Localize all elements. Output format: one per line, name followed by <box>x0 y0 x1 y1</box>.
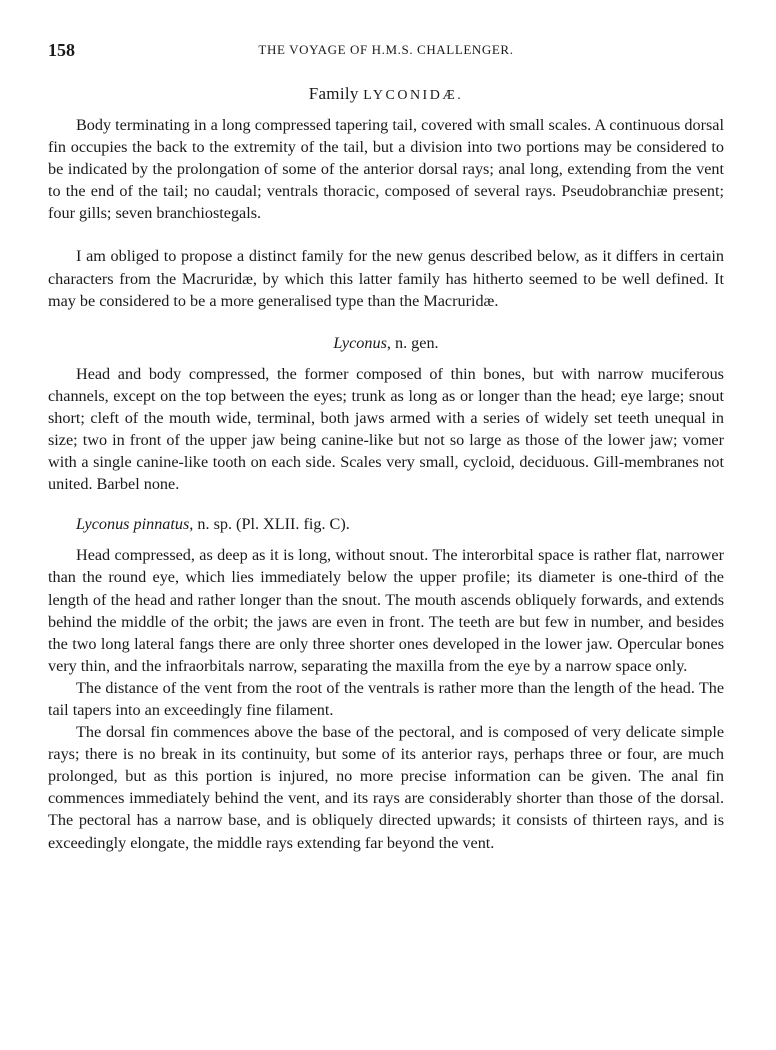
family-heading <box>48 84 724 104</box>
genus-heading-suffix: , n. gen. <box>386 333 439 352</box>
family-heading-name: LYCONIDÆ. <box>363 88 464 103</box>
species-heading-suffix: , n. sp. (Pl. XLII. fig. C). <box>189 515 350 534</box>
species-description-fins: The dorsal fin commences above the base of the pectoral, and is composed of very delicate simple rays; there is no break in its continuity, but some of its anterior rays, perhaps three or four, are much prolonged, but as this portion is injured, no more precise information can be given. The anal fin commences immediately behind the vent, and its rays are considerably shorter than those of the dorsal. The pectoral has a narrow base, and is obliquely directed upwards; it consists of thirteen rays, and is exceedingly elongate, the middle rays extending far beyond the vent. <box>48 723 724 852</box>
species-description-vent: The distance of the vent from the root of the ventrals is rather more than the length of the head. The tail tapers into an exceedingly fine filament. <box>48 678 724 719</box>
genus-description: Head and body compressed, the former composed of thin bones, but with narrow muciferous channels, except on the top between the eyes; trunk as long as or longer than the head; eye large; snout short; cleft of the mouth wide, terminal, both jaws armed with a series of widely set teeth unequal in size; two in front of the upper jaw being canine-like but not so large as those of the lower jaw; vomer with a single canine-like tooth on each side. Scales very small, cycloid, deciduous. Gill-membranes not united. Barbel none. <box>48 364 724 494</box>
family-description: Body terminating in a long compressed tapering tail, covered with small scales. A continuous dorsal fin occupies the back to the extremity of the tail, but a division into two portions may be considered to be indicated by the prolongation of some of the anterior dorsal rays; anal long, extending from the vent to the end of the tail; no caudal; ventrals thoracic, composed of several rays. Pseudobranchiæ present; four gills; seven branchiostegals. <box>48 116 724 223</box>
genus-heading <box>48 334 724 353</box>
family-heading-prefix: Family <box>308 84 364 103</box>
family-remarks: I am obliged to propose a distinct family for the new genus described below, as it differs in certain characters from the Macruridæ, by which this latter family has hitherto seemed to be well defined. It may be considered to be a more generalised type than the Macruridæ. <box>48 247 724 310</box>
species-name: Lyconus pinnatus <box>76 515 190 534</box>
species-description-head: Head compressed, as deep as it is long, without snout. The interorbital space is rather flat, narrower than the round eye, which lies immediately below the upper profile; its diameter is one-third of the length of the head and rather longer than the snout. The mouth ascends obliquely forwards, and extends behind the middle of the orbit; the jaws are even in front. The teeth are but few in number, and besides the two long lateral fangs there are only three shorter ones developed in the lower jaw. Opercular bones very thin, and the infraorbitals narrow, separating the maxilla from the eye by a narrow space only. <box>48 546 724 675</box>
running-title: THE VOYAGE OF H.M.S. CHALLENGER. <box>258 42 514 57</box>
document-page <box>48 38 724 854</box>
page-number: 158 <box>48 40 75 60</box>
page-header <box>48 38 724 60</box>
species-heading <box>48 515 724 534</box>
genus-name: Lyconus <box>333 333 387 352</box>
